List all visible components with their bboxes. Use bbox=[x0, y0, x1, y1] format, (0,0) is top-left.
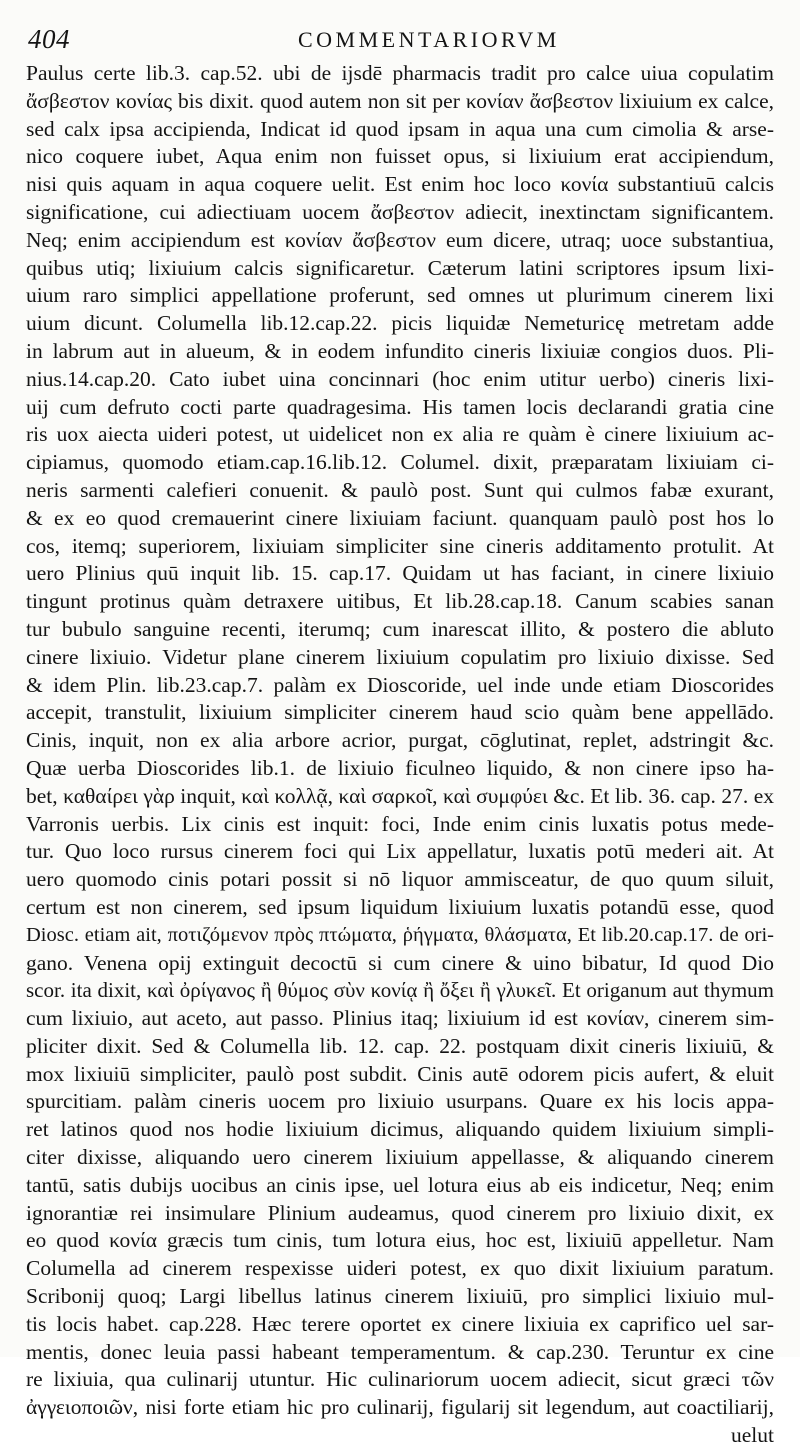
text-line: nico coquere iubet, Aqua enim non fuisset opus, si lixiuium erat accipiendum, bbox=[26, 144, 774, 169]
running-title: COMMENTARIORVM bbox=[298, 27, 560, 52]
text-line: pliciter dixit. Sed & Columella lib. 12. cap. 22. postquam dixit cineris lixiuiū, & bbox=[26, 1033, 774, 1058]
text-line: Quæ uerba Dioscorides lib.1. de lixiuio ficulneo liquido, & non cinere ipso ha- bbox=[26, 755, 774, 780]
text-line: uij cum defruto cocti parte quadragesima. His tamen locis declarandi gratia cine bbox=[26, 394, 774, 419]
text-line: Columella ad cinerem respexisse uideri potest, ex quo dixit lixiuium paratum. bbox=[26, 1256, 774, 1281]
text-line: scor. ita dixit, καὶ ὀρίγανος ἢ θύμος σὺν κονίᾳ ἢ ὄξει ἢ γλυκεῖ. Et origanum aut thymum bbox=[26, 978, 774, 1003]
text-line: Diosc. etiam ait, ποτιζόμενον πρὸς πτώματα, ῥήγματα, θλάσματα, Et lib.20.cap.17. de ori- bbox=[26, 923, 774, 946]
text-line: citer dixisse, aliquando uero cinerem lixiuium appellasse, & aliquando cinerem bbox=[26, 1145, 774, 1170]
text-line: uelut bbox=[731, 1423, 774, 1448]
text-line: certum est non cinerem, sed ipsum liquidum lixiuium luxatis potandū esse, quod bbox=[26, 894, 774, 919]
text-line: tur bubulo sanguine recenti, iterumq; cum inarescat illito, & postero die abluto bbox=[26, 616, 774, 641]
text-line: mentis, donec leuia passi habeant temperamentum. & cap.230. Teruntur ex cine bbox=[26, 1339, 774, 1364]
text-line: uero Plinius quū inquit lib. 15. cap.17. Quidam ut has faciant, in cinere lixiuio bbox=[26, 561, 774, 586]
text-line: Paulus certe lib.3. cap.52. ubi de ijsdē pharmacis tradit pro calce uiua copulatim bbox=[26, 61, 774, 85]
text-line: tingunt protinus quàm detraxere uitibus, Et lib.28.cap.18. Canum scabies sanan bbox=[26, 589, 774, 614]
text-line: tantū, satis dubijs uocibus an cinis ipse, uel lotura eius ab eis indicetur, Neq; enim bbox=[26, 1172, 774, 1197]
text-line: cum lixiuio, aut aceto, aut passo. Plinius itaq; lixiuium id est κονίαν, cinerem sim- bbox=[26, 1006, 774, 1031]
page-number: 404 bbox=[28, 24, 70, 54]
page-header bbox=[28, 22, 773, 56]
text-line: eo quod κονία græcis tum cinis, tum lotura eius, hoc est, lixiuiū appelletur. Nam bbox=[26, 1228, 774, 1253]
text-line: accepit, transtulit, lixiuium simpliciter cinerem haud scio quàm bene appellādo. bbox=[26, 700, 774, 725]
text-line: ignorantiæ rei insimulare Plinium audeamus, quod cinerem pro lixiuio dixit, ex bbox=[26, 1200, 774, 1225]
text-line: uium dicunt. Columella lib.12.cap.22. picis liquidæ Nemeturicę metretam adde bbox=[26, 311, 774, 336]
text-line: bet, καθαίρει γὰρ inquit, καὶ κολλᾷ, καὶ σαρκοῖ, καὶ συμφύει &c. Et lib. 36. cap. 27. ex bbox=[26, 783, 774, 808]
text-line: tis locis habet. cap.228. Hæc terere oportet ex cinere lixiuia ex caprifico uel sar- bbox=[26, 1311, 774, 1336]
text-line: sed calx ipsa accipienda, Indicat id quod ipsam in aqua una cum cimolia & arse- bbox=[26, 116, 774, 141]
text-line: neris sarmenti calefieri conuenit. & paulò post. Sunt qui culmos fabæ exurant, bbox=[26, 477, 774, 502]
text-line: ἀγγειοποιῶν, nisi forte etiam hic pro culinarij, figularij sit legendum, aut coactiliarij, bbox=[26, 1395, 774, 1420]
text-line: ret latinos quod nos hodie lixiuium dicimus, aliquando quidem lixiuium simpli- bbox=[26, 1117, 774, 1142]
text-line: Neq; enim accipiendum est κονίαν ἄσβεστον eum dicere, utraq; uoce substantiua, bbox=[26, 227, 774, 252]
text-line: ris uox aiecta uideri potest, ut uidelicet non ex alia re quàm è cinere lixiuium ac- bbox=[26, 422, 774, 447]
text-line: gano. Venena opij extinguit decoctū si cum cinere & uino bibatur, Id quod Dio bbox=[26, 950, 774, 975]
text-line: cos, itemq; superiorem, lixiuiam simpliciter sine cineris additamento protulit. At bbox=[26, 533, 774, 558]
text-line: significatione, cui adiectiuam uocem ἄσβεστον adiecit, inextinctam significantem. bbox=[26, 199, 774, 224]
text-line: Cinis, inquit, non ex alia arbore acrior, purgat, cōglutinat, replet, adstringit &c. bbox=[26, 728, 774, 753]
text-line: nisi quis aquam in aqua coquere uelit. Est enim hoc loco κονία substantiuū calcis bbox=[26, 172, 774, 197]
text-line: & idem Plin. lib.23.cap.7. palàm ex Dioscoride, uel inde unde etiam Dioscorides bbox=[26, 672, 774, 697]
text-line: in labrum aut in alueum, & in eodem infundito cineris lixiuiæ congios duos. Pli- bbox=[26, 338, 774, 363]
text-line: cinere lixiuio. Videtur plane cinerem lixiuium copulatim pro lixiuio dixisse. Sed bbox=[26, 644, 774, 669]
text-line: uero quomodo cinis potari possit si nō liquor ammisceatur, de quo quum siluit, bbox=[26, 867, 774, 892]
text-line: tur. Quo loco rursus cinerem foci qui Lix appellatur, luxatis potū mederi ait. At bbox=[26, 839, 774, 864]
text-line: Scribonij quoq; Largi libellus latinus cinerem lixiuiū, pro simplici lixiuio mul- bbox=[26, 1284, 774, 1309]
text-line: cipiamus, quomodo etiam.cap.16.lib.12. Columel. dixit, præparatam lixiuiam ci- bbox=[26, 450, 774, 475]
text-line: spurcitiam. palàm cineris uocem pro lixiuio usurpans. Quare ex his locis appa- bbox=[26, 1089, 774, 1114]
text-line: mox lixiuiū simpliciter, paulò post subdit. Cinis autē odorem picis aufert, & eluit bbox=[26, 1061, 774, 1086]
text-line: uium raro simplici appellatione proferunt, sed omnes ut plurimum cinerem lixi bbox=[26, 283, 774, 308]
text-line: & ex eo quod cremauerint cinere lixiuiam faciunt. quanquam paulò post hos lo bbox=[26, 505, 774, 530]
text-line: ἄσβεστον κονίας bis dixit. quod autem non sit per κονίαν ἄσβεστον lixiuium ex calce, bbox=[26, 88, 774, 113]
text-line: re lixiuia, qua culinarij utuntur. Hic culinariorum uocem adiecit, sicut græci τῶν bbox=[26, 1367, 774, 1392]
text-line: quibus utiq; lixiuium calcis significaretur. Cæterum latini scriptores ipsum lixi- bbox=[26, 255, 774, 280]
text-line: Varronis uerbis. Lix cinis est inquit: foci, Inde enim cinis luxatis potus mede- bbox=[26, 811, 774, 836]
body-text bbox=[26, 60, 774, 1448]
text-line: nius.14.cap.20. Cato iubet uina concinnari (hoc enim utitur uerbo) cineris lixi- bbox=[26, 366, 774, 391]
